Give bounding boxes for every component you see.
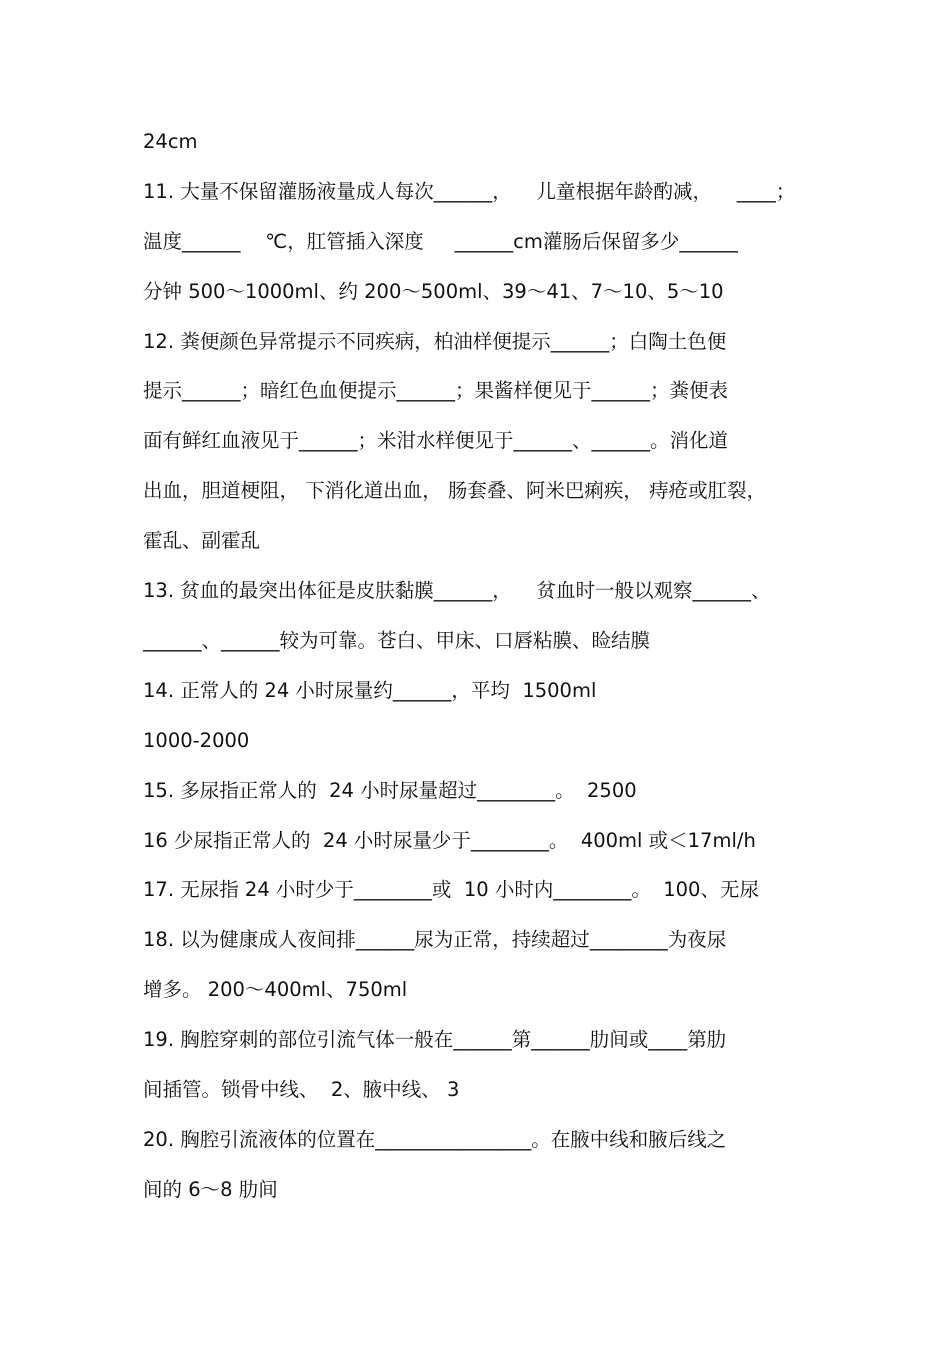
question-13: 13. 贫血的最突出体征是皮肤黏膜______， 贫血时一般以观察______、 (143, 579, 771, 602)
text-line: 面有鲜红血液见于______；米泔水样便见于______、______。消化道 (143, 429, 729, 452)
answer-line: 间的 6～8 肋间 (143, 1178, 278, 1201)
answer-line: 出血，胆道梗阻， 下消化道出血， 肠套叠、阿米巴痢疾， 痔疮或肛裂， (143, 479, 767, 502)
question-18: 18. 以为健康成人夜间排______尿为正常，持续超过________为夜尿 (143, 928, 727, 951)
question-12: 12. 粪便颜色异常提示不同疾病，柏油样便提示______；白陶土色便 (143, 330, 727, 353)
text-line: 24cm (143, 130, 198, 153)
question-14: 14. 正常人的 24 小时尿量约______，平均 1500ml (143, 679, 597, 702)
text-line: 提示______；暗红色血便提示______；果酱样便见于______；粪便表 (143, 379, 729, 402)
text-line: ______、______较为可靠。苍白、甲床、口唇粘膜、睑结膜 (143, 629, 651, 652)
question-19: 19. 胸腔穿刺的部位引流气体一般在______第______肋间或____第肋 (143, 1028, 727, 1051)
question-16: 16 少尿指正常人的 24 小时尿量少于________。 400ml 或＜17ml/h (143, 829, 756, 852)
answer-line: 霍乱、副霍乱 (143, 529, 261, 552)
question-20: 20. 胸腔引流液体的位置在________________。在腋中线和腋后线之 (143, 1128, 727, 1151)
answer-line: 间插管。锁骨中线、 2、腋中线、 3 (143, 1078, 460, 1101)
answer-line: 1000-2000 (143, 729, 250, 752)
text-line: 温度______ ℃，肛管插入深度 ______cm灌肠后保留多少______ (143, 230, 738, 253)
question-11: 11. 大量不保留灌肠液量成人每次______， 儿童根据年龄酌减， ____； (143, 180, 796, 203)
question-17: 17. 无尿指 24 小时少于________或 10 小时内________。 100、无尿 (143, 878, 759, 901)
question-15: 15. 多尿指正常人的 24 小时尿量超过________。 2500 (143, 779, 637, 802)
answer-line: 分钟 500～1000ml、约 200～500ml、39～41、7～10、5～10 (143, 280, 724, 303)
answer-line: 增多。 200～400ml、750ml (143, 978, 408, 1001)
